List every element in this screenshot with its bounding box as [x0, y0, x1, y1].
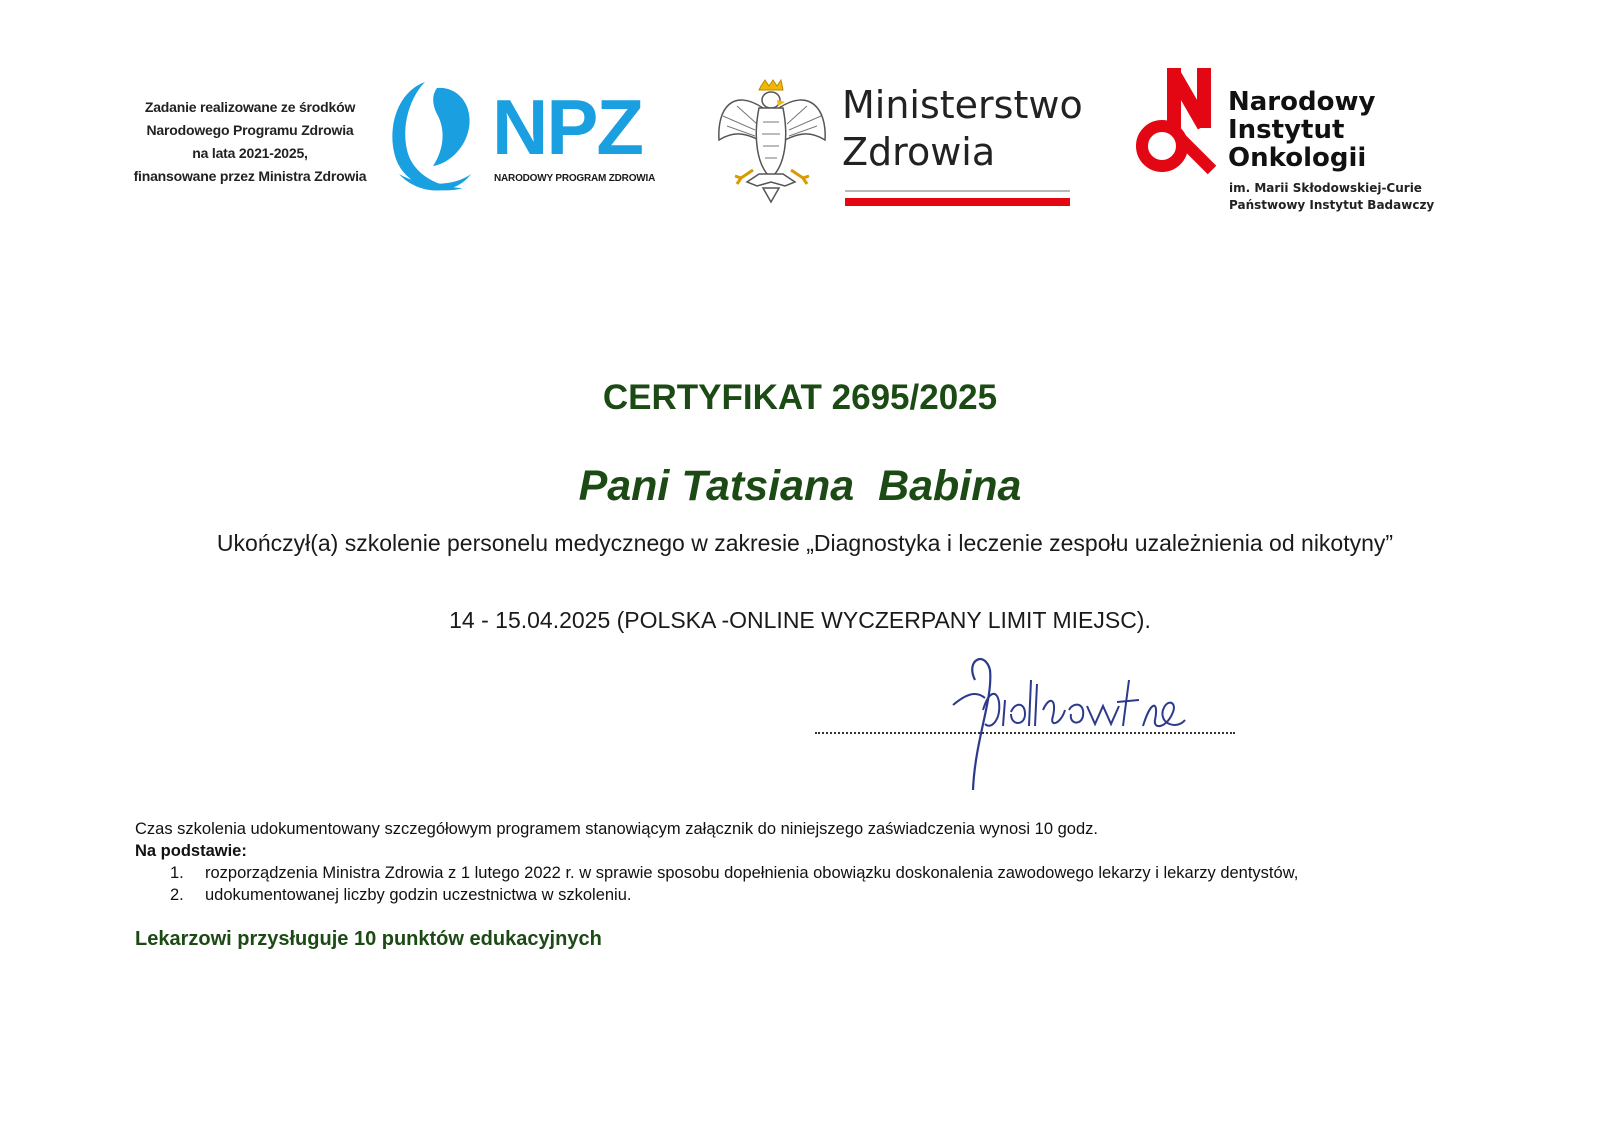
nio-logo-icon — [1128, 66, 1220, 176]
nio-name-line: Instytut — [1228, 115, 1345, 145]
course-date: 14 - 15.04.2025 (POLSKA -ONLINE WYCZERPANY LIMIT MIEJSC). — [449, 607, 1151, 633]
ministry-divider-gray — [845, 190, 1070, 192]
education-points: Lekarzowi przysługuje 10 punktów edukacyjnych — [135, 928, 602, 950]
funding-line: Narodowego Programu Zdrowia — [146, 122, 354, 138]
basis-label: Na podstawie: — [135, 842, 247, 860]
list-item — [135, 862, 1298, 884]
ministry-name-line1: Ministerstwo — [842, 83, 1083, 127]
training-duration: Czas szkolenia udokumentowany szczegółowym programem stanowiącym załącznik do niniejszego zaświadczenia wynosi 10 godz. — [135, 820, 1098, 838]
list-item-text: rozporządzenia Ministra Zdrowia z 1 lutego 2022 r. w sprawie sposobu dopełnienia obowiązku doskonalenia zawodowego lekarzy i lekarzy dentystów, — [205, 864, 1299, 882]
funding-line: na lata 2021-2025, — [192, 145, 308, 161]
npz-logo-icon — [385, 78, 475, 196]
list-item-number: 1. — [170, 864, 184, 882]
funding-note — [130, 96, 370, 188]
funding-line: Zadanie realizowane ze środków — [144, 99, 356, 115]
funding-line: finansowane przez Ministra Zdrowia — [133, 168, 367, 184]
course-description: Ukończył(a) szkolenie personelu medycznego w zakresie „Diagnostyka i leczenie zespołu uzależnienia od nikotyny” — [216, 530, 1394, 556]
ministry-name-line2: Zdrowia — [842, 130, 996, 174]
nio-name — [1228, 88, 1375, 172]
recipient-name: Pani Tatsiana Babina — [578, 462, 1022, 510]
list-item-text: udokumentowanej liczby godzin uczestnictwa w szkoleniu. — [205, 886, 632, 904]
npz-logo-subtitle: NARODOWY PROGRAM ZDROWIA — [494, 173, 656, 184]
npz-logo-text: NPZ — [492, 83, 642, 171]
nio-name-line: Onkologii — [1228, 143, 1367, 173]
list-item — [135, 884, 1298, 906]
nio-name-line: Narodowy — [1228, 87, 1376, 117]
signature-image — [945, 640, 1200, 800]
nio-subtitle-line: Państwowy Instytut Badawczy — [1229, 198, 1435, 212]
polish-eagle-icon — [713, 78, 831, 206]
certificate-title: CERTYFIKAT 2695/2025 — [602, 378, 998, 417]
basis-list — [135, 862, 1298, 906]
list-item-number: 2. — [170, 886, 184, 904]
ministry-divider-red — [845, 198, 1070, 206]
nio-subtitle-line: im. Marii Skłodowskiej-Curie — [1229, 181, 1422, 195]
nio-subtitle — [1229, 180, 1434, 214]
